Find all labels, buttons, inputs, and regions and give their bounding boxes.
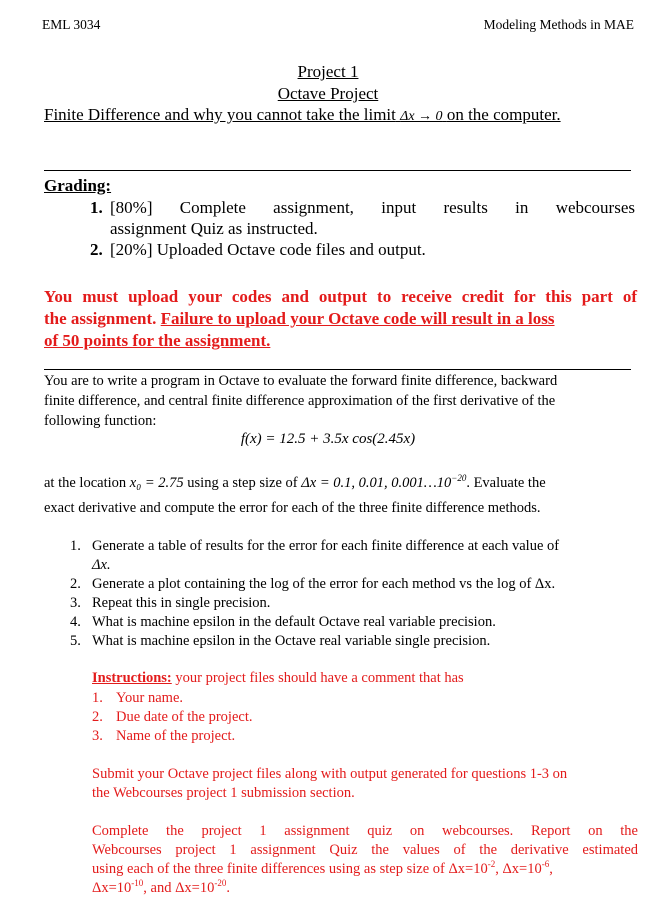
upload-warning-line2 [44, 309, 555, 329]
warning-underlined: Failure to upload your Octave code will result in a loss [160, 309, 555, 328]
topic-math: Δx → 0 [400, 109, 443, 124]
task-item: Repeat this in single precision. [92, 595, 271, 611]
task-item-cont: Δx. [92, 557, 111, 573]
quiz-steps-sep: , Δx=10 [495, 861, 542, 877]
grading-item-text: [20%] Uploaded Octave code files and output. [110, 240, 426, 259]
function-equation: f(x) = 12.5 + 3.5x cos(2.45x) [240, 431, 416, 447]
topic-text: Finite Difference and why you cannot take the limit [44, 105, 396, 124]
quiz-steps-text: , and Δx=10 [143, 880, 215, 896]
divider [44, 170, 631, 171]
grading-item-text: [80%] Complete assignment, input results in webcourses [110, 198, 635, 217]
location-text: using a step size of [187, 475, 298, 491]
task-item: What is machine epsilon in the Octave real variable single precision. [92, 633, 491, 649]
quiz-text: Webcourses project 1 assignment Quiz the values of the derivative estimated [92, 842, 638, 858]
quiz-steps-sep: , [549, 861, 553, 877]
task-num: 4. [70, 614, 81, 630]
instruction-item: Your name. [116, 690, 183, 706]
intro-text: You are to write a program in Octave to evaluate the forward finite difference, backward [44, 373, 558, 389]
project-topic [44, 105, 561, 125]
warning-plain: the assignment. [44, 309, 161, 328]
course-title: Modeling Methods in MAE [483, 17, 634, 32]
task-num: 2. [70, 576, 81, 592]
course-code: EML 3034 [42, 17, 101, 32]
submit-text: Submit your Octave project files along with output generated for questions 1-3 on [92, 766, 568, 782]
instructions-label: Instructions: [92, 670, 172, 686]
quiz-text-steps [92, 861, 553, 878]
grading-heading: Grading: [44, 176, 112, 195]
task-item: Generate a table of results for the error for each finite difference at each value of [92, 538, 560, 554]
quiz-steps-end: . [226, 880, 230, 896]
upload-warning-line3: of 50 points for the assignment. [44, 331, 271, 350]
intro-text: following function: [44, 413, 157, 429]
grading-item-text-cont: assignment Quiz as instructed. [110, 219, 318, 238]
instruction-num: 3. [92, 728, 103, 744]
quiz-text-steps-cont [92, 880, 230, 897]
task-item: What is machine epsilon in the default Octave real variable precision. [92, 614, 496, 630]
task-num: 1. [70, 538, 81, 554]
quiz-steps-text: using each of the three finite differences using as step size of Δx=10 [92, 861, 488, 877]
instructions-line [92, 670, 464, 687]
submit-text: the Webcourses project 1 submission section. [92, 785, 355, 801]
task-num: 3. [70, 595, 81, 611]
quiz-steps-text: Δx=10 [92, 880, 132, 896]
location-line [44, 475, 546, 492]
grading-item-num: 2. [90, 240, 103, 259]
project-subtitle: Octave Project [277, 84, 379, 103]
quiz-exp: -20 [214, 878, 227, 889]
instruction-item: Due date of the project. [116, 709, 253, 725]
upload-warning: You must upload your codes and output to receive credit for this part of [44, 287, 637, 306]
location-text: . Evaluate the [466, 475, 546, 491]
location-text-cont: exact derivative and compute the error for each of the three finite difference methods. [44, 500, 541, 516]
quiz-exp: -2 [487, 859, 496, 870]
grading-item-num: 1. [90, 198, 103, 217]
step-values [301, 475, 466, 491]
quiz-exp: -6 [541, 859, 550, 870]
step-exponent: −20 [451, 473, 467, 484]
location-text: at the location [44, 475, 127, 491]
step-sizes: Δx = 0.1, 0.01, 0.001…10 [301, 475, 452, 491]
instruction-num: 1. [92, 690, 103, 706]
divider [44, 369, 631, 370]
task-item: Generate a plot containing the log of the error for each method vs the log of Δx. [92, 576, 556, 592]
instructions-text: your project files should have a comment that has [171, 670, 464, 686]
instruction-num: 2. [92, 709, 103, 725]
project-title: Project 1 [297, 62, 359, 81]
quiz-text: Complete the project 1 assignment quiz on webcourses. Report on the [92, 823, 638, 839]
x0-value: x₀ = 2.75 [129, 475, 184, 491]
topic-end: on the computer. [446, 105, 561, 124]
quiz-exp: -10 [131, 878, 144, 889]
task-num: 5. [70, 633, 81, 649]
intro-text: finite difference, and central finite difference approximation of the first derivative of the [44, 393, 556, 409]
instruction-item: Name of the project. [116, 728, 236, 744]
